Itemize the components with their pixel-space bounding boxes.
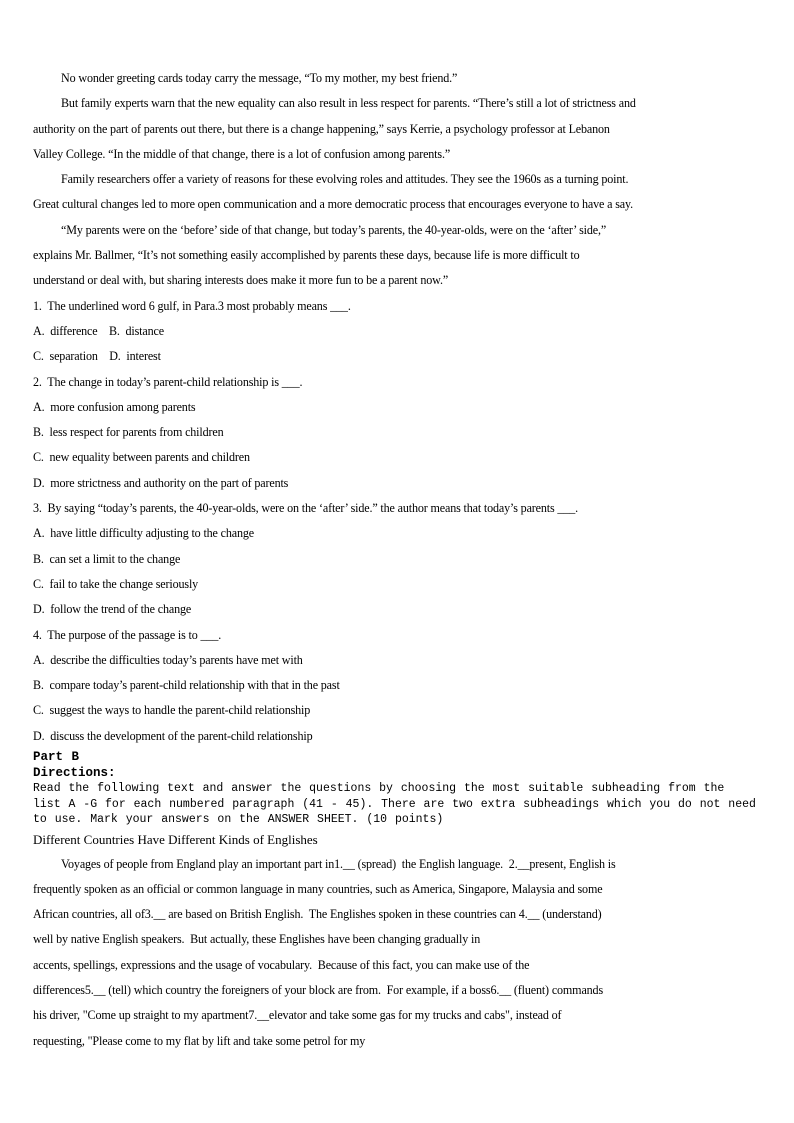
question-line: A. describe the difficulties today’s parents have met with [33,652,303,667]
text-line: explains Mr. Ballmer, “It’s not something easily accomplished by parents these days, because life is more difficult to [33,248,580,263]
question-line: A. have little difficulty adjusting to the change [33,526,254,541]
text-line: Family researchers offer a variety of reasons for these evolving roles and attitudes. They see the 1960s as a turning point. [61,172,629,187]
question-line: C. fail to take the change seriously [33,576,199,591]
cloze-line: Voyages of people from England play an important part in1.__ (spread) the English language. 2.__present, English is [61,856,616,871]
text-line: Great cultural changes led to more open communication and a more democratic process that encourages everyone to have a say. [33,197,633,212]
part-b-heading: Part B [33,750,80,765]
text-line: Valley College. “In the middle of that change, there is a lot of confusion among parents.” [33,146,451,161]
question-line: C. new equality between parents and children [33,450,250,465]
text-line: But family experts warn that the new equality can also result in less respect for parents. “There’s still a lot of strictness and [61,96,636,111]
text-line: authority on the part of parents out there, but there is a change happening,” says Kerrie, a psychology professor at Lebanon [33,121,610,136]
question-line: 3. By saying “today’s parents, the 40-year-olds, were on the ‘after’ side.” the author means that today’s parents ___. [33,501,578,516]
question-line: A. difference B. distance [33,323,164,338]
comprehension-questions [33,294,761,749]
question-line: D. follow the trend of the change [33,602,192,617]
directions-line: list A -G for each numbered paragraph (41 - 45). There are two extra subheadings which you do not need [33,797,756,811]
question-line: B. less respect for parents from children [33,425,224,440]
directions-line: Read the following text and answer the questions by choosing the most suitable subheading from the [33,782,725,796]
cloze-line: differences5.__ (tell) which country the foreigners of your block are from. For example, if a boss6.__ (fluent) commands [33,983,604,997]
question-line: D. more strictness and authority on the part of parents [33,475,289,490]
cloze-line: African countries, all of3.__ are based on British English. The Englishes spoken in these countries can 4.__ (understand) [33,907,602,922]
passage-title: Different Countries Have Different Kinds of Englishes [33,831,318,847]
cloze-passage [33,852,761,1054]
directions-text [33,781,761,828]
question-line: A. more confusion among parents [33,399,196,414]
directions-line: to use. Mark your answers on the ANSWER SHEET. (10 points) [33,813,444,827]
question-line: 2. The change in today’s parent-child relationship is ___. [33,374,303,389]
question-line: C. separation D. interest [33,349,161,364]
cloze-line: requesting, "Please come to my flat by lift and take some petrol for my [33,1033,366,1048]
reading-passage [33,66,761,294]
question-line: B. compare today’s parent-child relationship with that in the past [33,678,340,693]
cloze-line: accents, spellings, expressions and the usage of vocabulary. Because of this fact, you can make use of the [33,957,530,972]
text-line: understand or deal with, but sharing interests does make it more fun to be a parent now.” [33,273,449,288]
question-line: B. can set a limit to the change [33,551,181,566]
text-line: “My parents were on the ‘before’ side of that change, but today’s parents, the 40-year-olds, were on the ‘after’ side,” [61,222,607,237]
question-line: 1. The underlined word 6 gulf, in Para.3 most probably means ___. [33,298,351,313]
cloze-line: well by native English speakers. But actually, these Englishes have been changing gradually in [33,932,481,947]
directions-label: Directions: [33,766,116,781]
cloze-line: his driver, "Come up straight to my apartment7.__elevator and take some gas for my trucks and cabs", instead of [33,1008,562,1023]
text-line: No wonder greeting cards today carry the message, “To my mother, my best friend.” [61,71,458,85]
part-b-section [33,749,761,851]
question-line: D. discuss the development of the parent-child relationship [33,728,313,743]
cloze-line: frequently spoken as an official or common language in many countries, such as America, Singapore, Malaysia and some [33,881,603,896]
question-line: 4. The purpose of the passage is to ___. [33,627,222,642]
question-line: C. suggest the ways to handle the parent-child relationship [33,703,311,718]
